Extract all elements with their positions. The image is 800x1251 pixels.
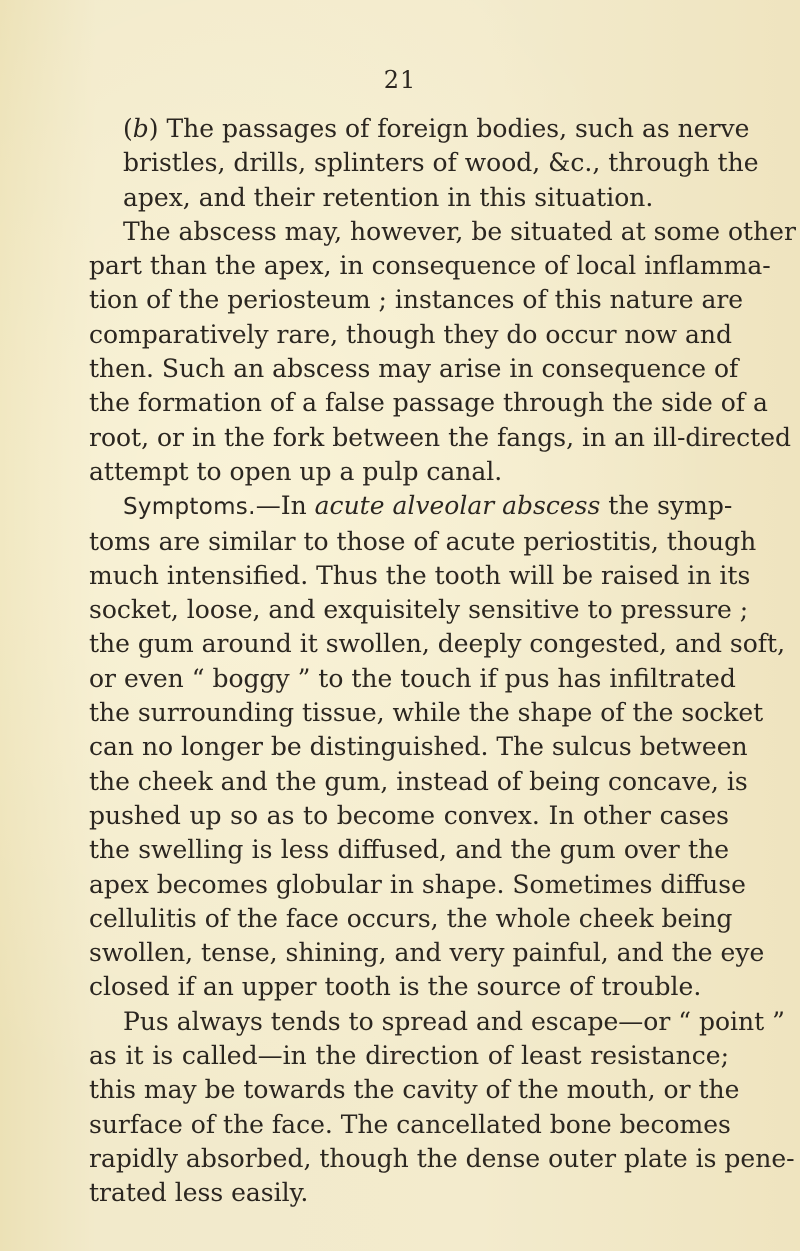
text-line: attempt to open up a pulp canal.: [89, 456, 503, 486]
text-line: The abscess may, however, be situated at some other: [123, 216, 796, 246]
text-line: Symptoms.—In acute alveolar abscess the symp-: [123, 491, 733, 521]
text-line: closed if an upper tooth is the source of trouble.: [89, 972, 702, 1002]
text-line: or even “ boggy ” to the touch if pus has infiltrated: [89, 663, 736, 693]
body-text: [89, 112, 796, 1211]
text-line: pushed up so as to become convex. In other cases: [89, 800, 729, 830]
text-line: the surrounding tissue, while the shape of the socket: [89, 698, 764, 728]
text-line: the formation of a false passage through the side of a: [89, 388, 768, 418]
emphasis: acute alveolar abscess: [314, 491, 601, 521]
text-line: socket, loose, and exquisitely sensitive to pressure ;: [89, 595, 749, 625]
text-line: trated less easily.: [89, 1178, 309, 1208]
list-marker: b: [132, 114, 149, 143]
page-number: 21: [383, 66, 417, 94]
text-line: swollen, tense, shining, and very painful, and the eye: [89, 938, 765, 968]
text-line: Pus always tends to spread and escape—or “ point ”: [123, 1006, 785, 1036]
text-line: toms are similar to those of acute periostitis, though: [89, 526, 757, 556]
text-line: cellulitis of the face occurs, the whole cheek being: [89, 903, 733, 933]
text-line: then. Such an abscess may arise in consequence of: [89, 354, 739, 384]
text-line: part than the apex, in consequence of local inflamma-: [89, 251, 771, 281]
text-line: bristles, drills, splinters of wood, &c., through the: [123, 148, 759, 178]
text-line: comparatively rare, though they do occur now and: [89, 319, 732, 349]
text-line: the cheek and the gum, instead of being concave, is: [89, 766, 748, 796]
text-line: as it is called—in the direction of least resistance;: [89, 1041, 729, 1071]
text-line: surface of the face. The cancellated bone becomes: [89, 1109, 731, 1139]
text-line: apex, and their retention in this situation.: [123, 182, 654, 212]
text-line: this may be towards the cavity of the mouth, or the: [89, 1075, 740, 1105]
text-line: (b) The passages of foreign bodies, such as nerve: [123, 114, 750, 143]
text-line: much intensified. Thus the tooth will be raised in its: [89, 560, 751, 590]
text-line: the gum around it swollen, deeply congested, and soft,: [89, 629, 786, 659]
text-line: can no longer be distinguished. The sulcus between: [89, 732, 748, 762]
text-line: root, or in the fork between the fangs, in an ill-directed: [89, 422, 792, 452]
text-line: apex becomes globular in shape. Sometimes diffuse: [89, 869, 746, 899]
text-line: tion of the periosteum ; instances of this nature are: [89, 285, 744, 315]
text-line: the swelling is less diffused, and the gum over the: [89, 835, 729, 865]
text-line: rapidly absorbed, though the dense outer plate is pene-: [89, 1143, 795, 1173]
section-heading: Symptoms.: [123, 494, 256, 521]
